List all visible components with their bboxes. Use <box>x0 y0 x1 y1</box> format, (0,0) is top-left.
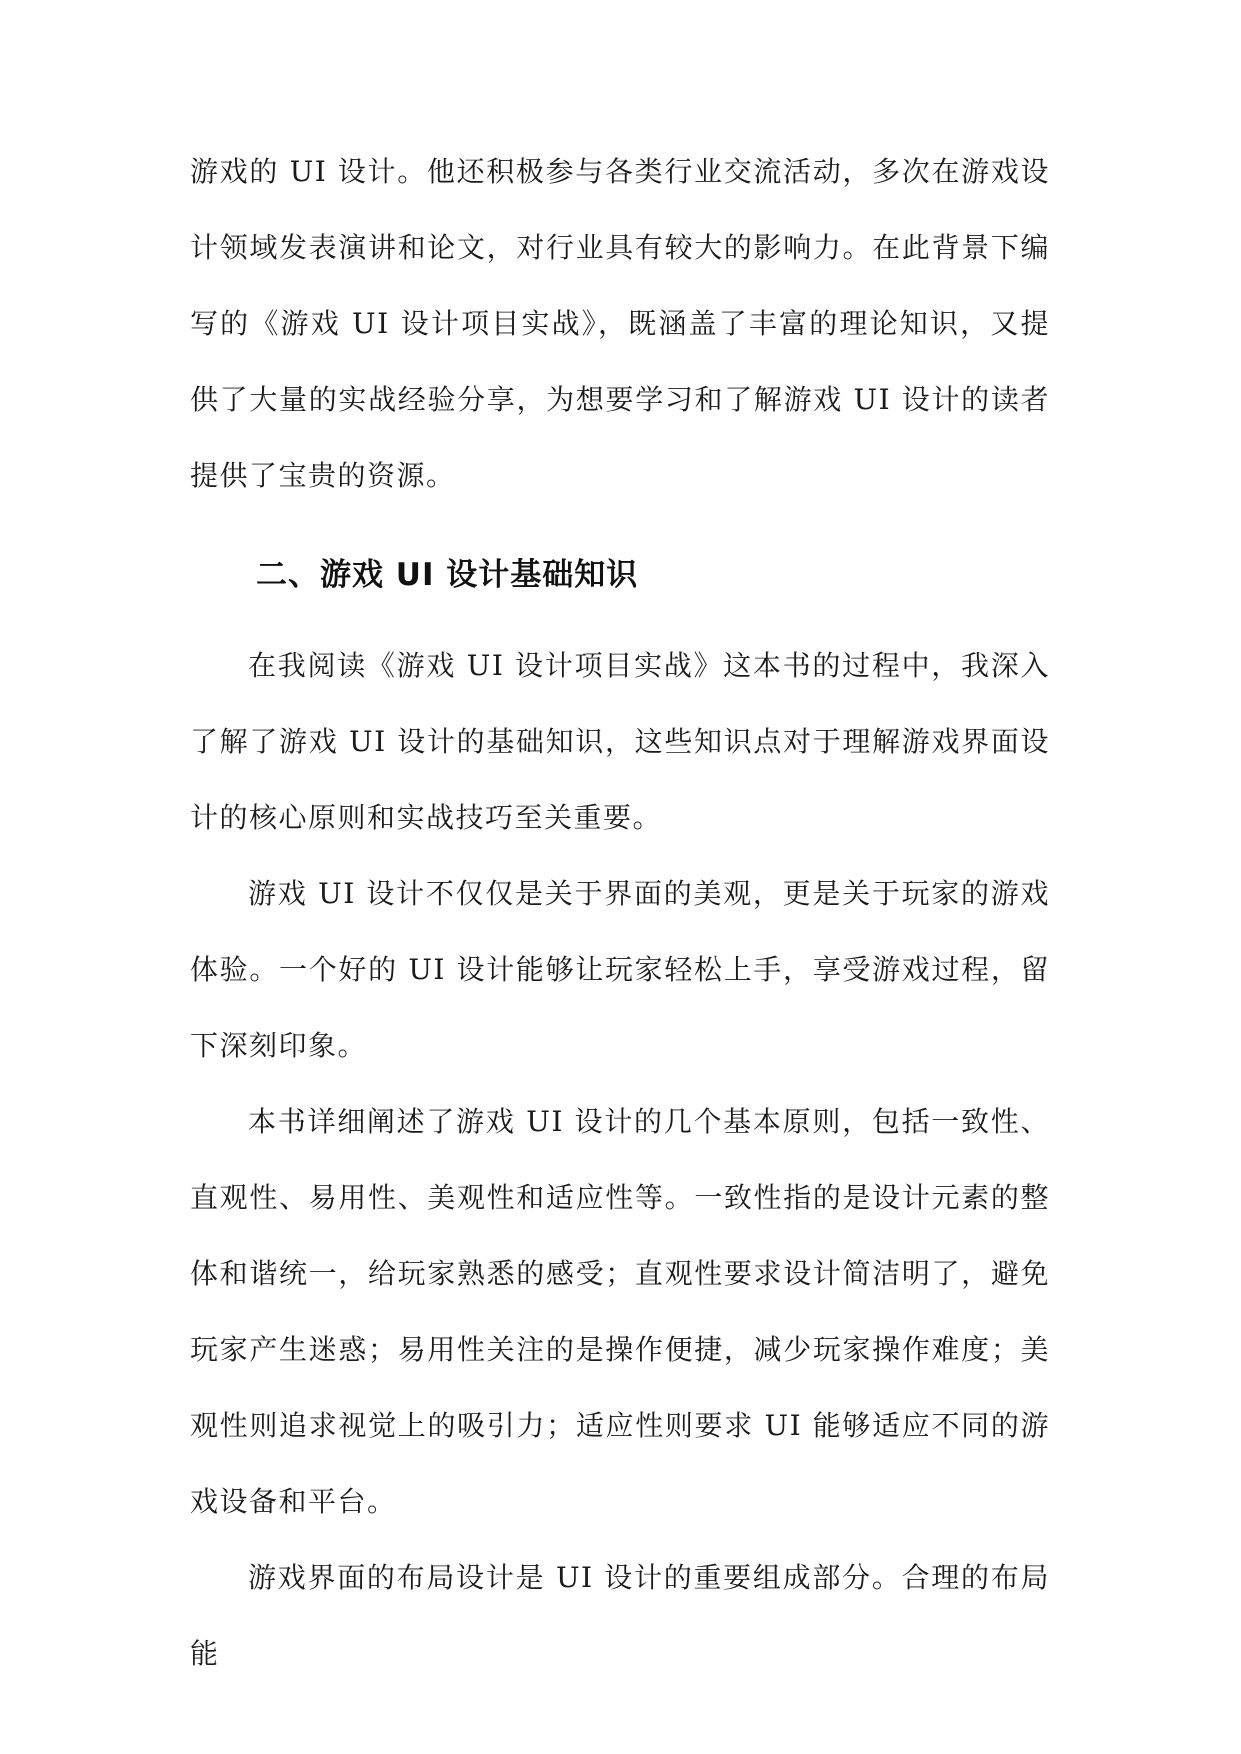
section-body <box>190 628 1050 1692</box>
paragraph: 在我阅读《游戏 UI 设计项目实战》这本书的过程中，我深入了解了游戏 UI 设计的基础知识，这些知识点对于理解游戏界面设计的核心原则和实战技巧至关重要。 <box>190 649 1050 834</box>
paragraph: 游戏的 UI 设计。他还积极参与各类行业交流活动，多次在游戏设计领域发表演讲和论文，对行业具有较大的影响力。在此背景下编写的《游戏 UI 设计项目实战》，既涵盖了丰富的理论知识，又提供了大量的实战经验分享，为想要学习和了解游戏 UI 设计的读者提供了宝贵的资源。 <box>190 155 1050 492</box>
paragraph: 本书详细阐述了游戏 UI 设计的几个基本原则，包括一致性、直观性、易用性、美观性和适应性等。一致性指的是设计元素的整体和谐统一，给玩家熟悉的感受；直观性要求设计简洁明了，避免玩家产生迷惑；易用性关注的是操作便捷，减少玩家操作难度；美观性则追求视觉上的吸引力；适应性则要求 UI 能够适应不同的游戏设备和平台。 <box>190 1105 1050 1518</box>
section-heading: 二、游戏 UI 设计基础知识 <box>256 557 639 593</box>
intro-paragraph <box>190 134 1050 514</box>
paragraph: 游戏界面的布局设计是 UI 设计的重要组成部分。合理的布局能 <box>190 1561 1050 1670</box>
paragraph: 游戏 UI 设计不仅仅是关于界面的美观，更是关于玩家的游戏体验。一个好的 UI 设计能够让玩家轻松上手，享受游戏过程，留下深刻印象。 <box>190 877 1050 1062</box>
